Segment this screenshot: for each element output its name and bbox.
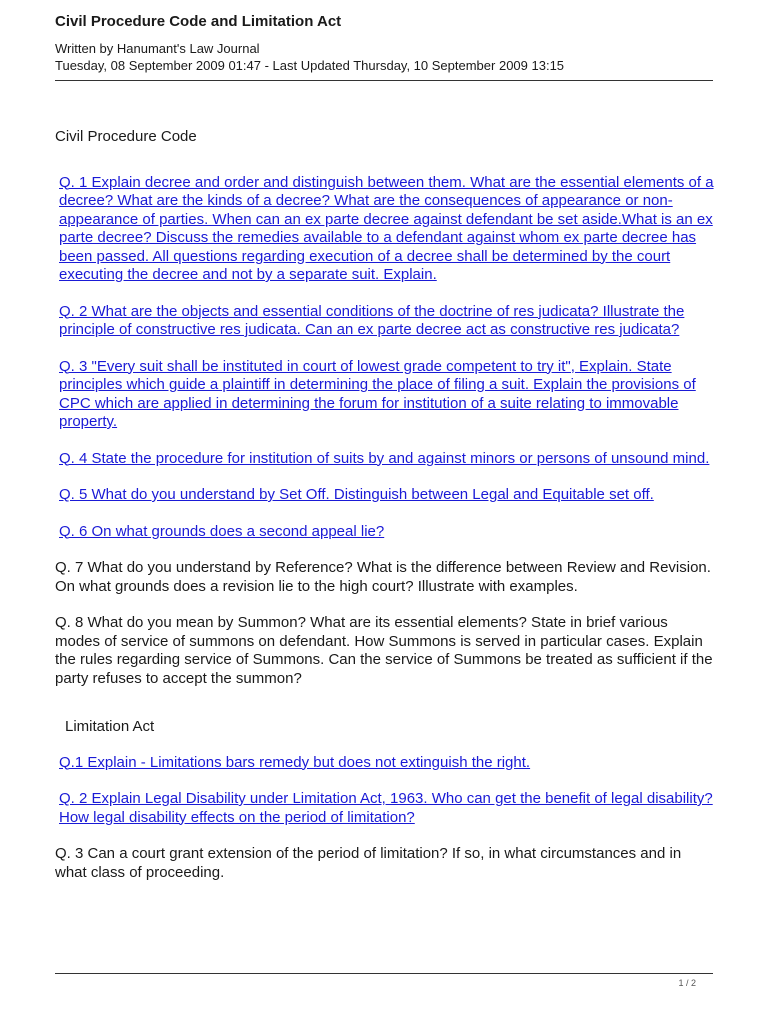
- question-link-cpc-6[interactable]: Q. 6 On what grounds does a second appeal lie?: [59, 522, 385, 540]
- question-link-cpc-4[interactable]: Q. 4 State the procedure for institution of suits by and against minors or persons of unsound mind.: [59, 449, 710, 467]
- question-link-cpc-1[interactable]: Q. 1 Explain decree and order and distinguish between them. What are the essential elements of a decree? What are the kinds of a decree? What are the consequences of appearance or non-appearance of parties. When can an ex parte decree against defendant be set aside.What is an ex parte decree? Discuss the remedies available to a defendant against whom ex parte decree has been passed. All questions regarding execution of a decree shall be determined by the court executing the decree and not by a separate suit. Explain.: [59, 173, 714, 283]
- question-cpc-7: Q. 7 What do you understand by Reference? What is the difference between Review and Revision. On what grounds does a revision lie to the high court? Illustrate with examples.: [55, 559, 711, 595]
- question-link-cpc-5[interactable]: Q. 5 What do you understand by Set Off. Distinguish between Legal and Equitable set off.: [59, 486, 654, 503]
- document-meta: [55, 40, 713, 74]
- question-link-limitation-2[interactable]: Q. 2 Explain Legal Disability under Limitation Act, 1963. Who can get the benefit of legal disability? How legal disability effects on the period of limitation?: [59, 790, 713, 826]
- header-divider: [55, 80, 713, 81]
- question-cpc-8: Q. 8 What do you mean by Summon? What are its essential elements? State in brief various modes of service of summons on defendant. How Summons is served in particular cases. Explain the rules regarding service of Summons. Can the service of Summons be treated as sufficient if the party refuses to accept the summon?: [55, 614, 713, 687]
- document-body: [55, 128, 715, 900]
- question-link-cpc-3[interactable]: Q. 3 "Every suit shall be instituted in court of lowest grade competent to try it", Explain. State principles which guide a plaintiff in determining the place of filing a suit. Explain the provisions of CPC which are applied in determining the forum for institution of a suite relating to immovable property.: [59, 357, 696, 430]
- document-title: Civil Procedure Code and Limitation Act: [55, 13, 342, 30]
- section-heading-cpc: Civil Procedure Code: [55, 128, 197, 145]
- question-link-cpc-2[interactable]: Q. 2 What are the objects and essential conditions of the doctrine of res judicata? Illustrate the principle of constructive res judicata. Can an ex parte decree act as constructive res judicata?: [59, 302, 685, 338]
- question-limitation-3: Q. 3 Can a court grant extension of the period of limitation? If so, in what circumstances and in what class of proceeding.: [55, 845, 682, 881]
- page-number: 1 / 2: [678, 978, 696, 988]
- date-line: Tuesday, 08 September 2009 01:47 - Last Updated Thursday, 10 September 2009 13:15: [55, 58, 565, 73]
- section-heading-limitation: Limitation Act: [65, 718, 155, 735]
- question-link-limitation-1[interactable]: Q.1 Explain - Limitations bars remedy but does not extinguish the right.: [59, 753, 531, 771]
- author-line: Written by Hanumant's Law Journal: [55, 41, 260, 56]
- document-header: [55, 12, 713, 74]
- footer-divider: [55, 973, 713, 974]
